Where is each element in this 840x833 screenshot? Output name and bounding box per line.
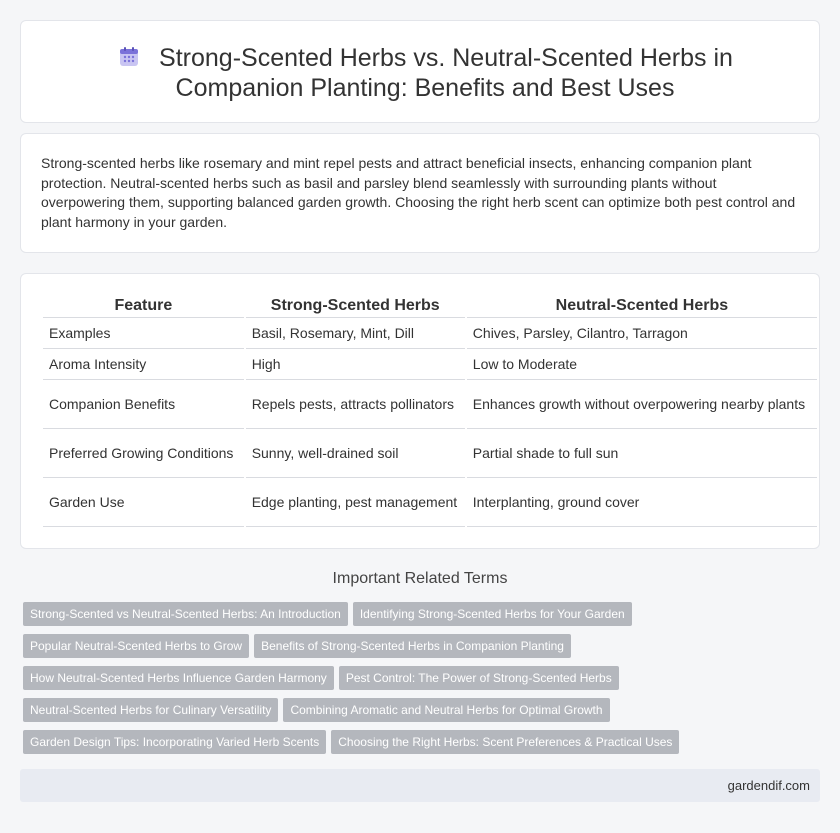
table-row bbox=[43, 318, 817, 349]
related-term-tag[interactable]: Combining Aromatic and Neutral Herbs for Optimal Growth bbox=[283, 698, 609, 722]
summary-text: Strong-scented herbs like rosemary and mint repel pests and attract beneficial insects, enhancing companion plant protection. Neutral-scented herbs such as basil and parsley blend seamlessly with surrounding plants without overpowering them, supporting balanced garden growth. Choosing the right herb scent can optimize both pest control and plant harmony in your garden. bbox=[41, 155, 796, 230]
related-terms-title: Important Related Terms bbox=[332, 570, 508, 587]
table-header-row bbox=[43, 296, 817, 318]
table-cell: Repels pests, attracts pollinators bbox=[246, 380, 465, 429]
tag-row bbox=[23, 666, 823, 698]
table-row bbox=[43, 478, 817, 527]
table-cell: Interplanting, ground cover bbox=[467, 478, 817, 527]
table-cell: Low to Moderate bbox=[467, 349, 817, 380]
comparison-table bbox=[41, 296, 819, 527]
header-feature: Feature bbox=[43, 296, 244, 318]
table-cell: Examples bbox=[43, 318, 244, 349]
table-cell: High bbox=[246, 349, 465, 380]
table-cell: Garden Use bbox=[43, 478, 244, 527]
header-card bbox=[20, 20, 820, 123]
table-cell: Basil, Rosemary, Mint, Dill bbox=[246, 318, 465, 349]
summary-card bbox=[20, 133, 820, 253]
related-term-tag[interactable]: Pest Control: The Power of Strong-Scented Herbs bbox=[339, 666, 619, 690]
footer-site-link[interactable]: gardendif.com bbox=[727, 778, 810, 793]
tag-row bbox=[23, 698, 823, 730]
table-cell: Partial shade to full sun bbox=[467, 429, 817, 478]
footer bbox=[20, 769, 820, 802]
related-term-tag[interactable]: Popular Neutral-Scented Herbs to Grow bbox=[23, 634, 249, 658]
page-title: Strong-Scented Herbs vs. Neutral-Scented Herbs in Companion Planting: Benefits and Best Uses bbox=[159, 44, 733, 102]
table-cell: Enhances growth without overpowering nearby plants bbox=[467, 380, 817, 429]
comparison-card bbox=[20, 273, 820, 549]
table-cell: Companion Benefits bbox=[43, 380, 244, 429]
table-cell: Aroma Intensity bbox=[43, 349, 244, 380]
table-row bbox=[43, 429, 817, 478]
table-cell: Preferred Growing Conditions bbox=[43, 429, 244, 478]
tag-row bbox=[23, 634, 823, 666]
table-row bbox=[43, 349, 817, 380]
related-term-tag[interactable]: Garden Design Tips: Incorporating Varied Herb Scents bbox=[23, 730, 326, 754]
header-neutral: Neutral-Scented Herbs bbox=[467, 296, 817, 318]
related-term-tag[interactable]: Benefits of Strong-Scented Herbs in Companion Planting bbox=[254, 634, 571, 658]
table-cell: Edge planting, pest management bbox=[246, 478, 465, 527]
tag-row bbox=[23, 730, 823, 762]
header-strong: Strong-Scented Herbs bbox=[246, 296, 465, 318]
related-term-tag[interactable]: Identifying Strong-Scented Herbs for Your Garden bbox=[353, 602, 632, 626]
table-cell: Chives, Parsley, Cilantro, Tarragon bbox=[467, 318, 817, 349]
page-title-block bbox=[21, 43, 819, 103]
related-terms-list bbox=[23, 602, 823, 762]
tag-row bbox=[23, 602, 823, 634]
related-term-tag[interactable]: Neutral-Scented Herbs for Culinary Versatility bbox=[23, 698, 278, 722]
table-cell: Sunny, well-drained soil bbox=[246, 429, 465, 478]
related-term-tag[interactable]: Choosing the Right Herbs: Scent Preferences & Practical Uses bbox=[331, 730, 679, 754]
related-term-tag[interactable]: Strong-Scented vs Neutral-Scented Herbs: An Introduction bbox=[23, 602, 348, 626]
related-term-tag[interactable]: How Neutral-Scented Herbs Influence Garden Harmony bbox=[23, 666, 334, 690]
calendar-icon bbox=[117, 45, 141, 69]
table-row bbox=[43, 380, 817, 429]
